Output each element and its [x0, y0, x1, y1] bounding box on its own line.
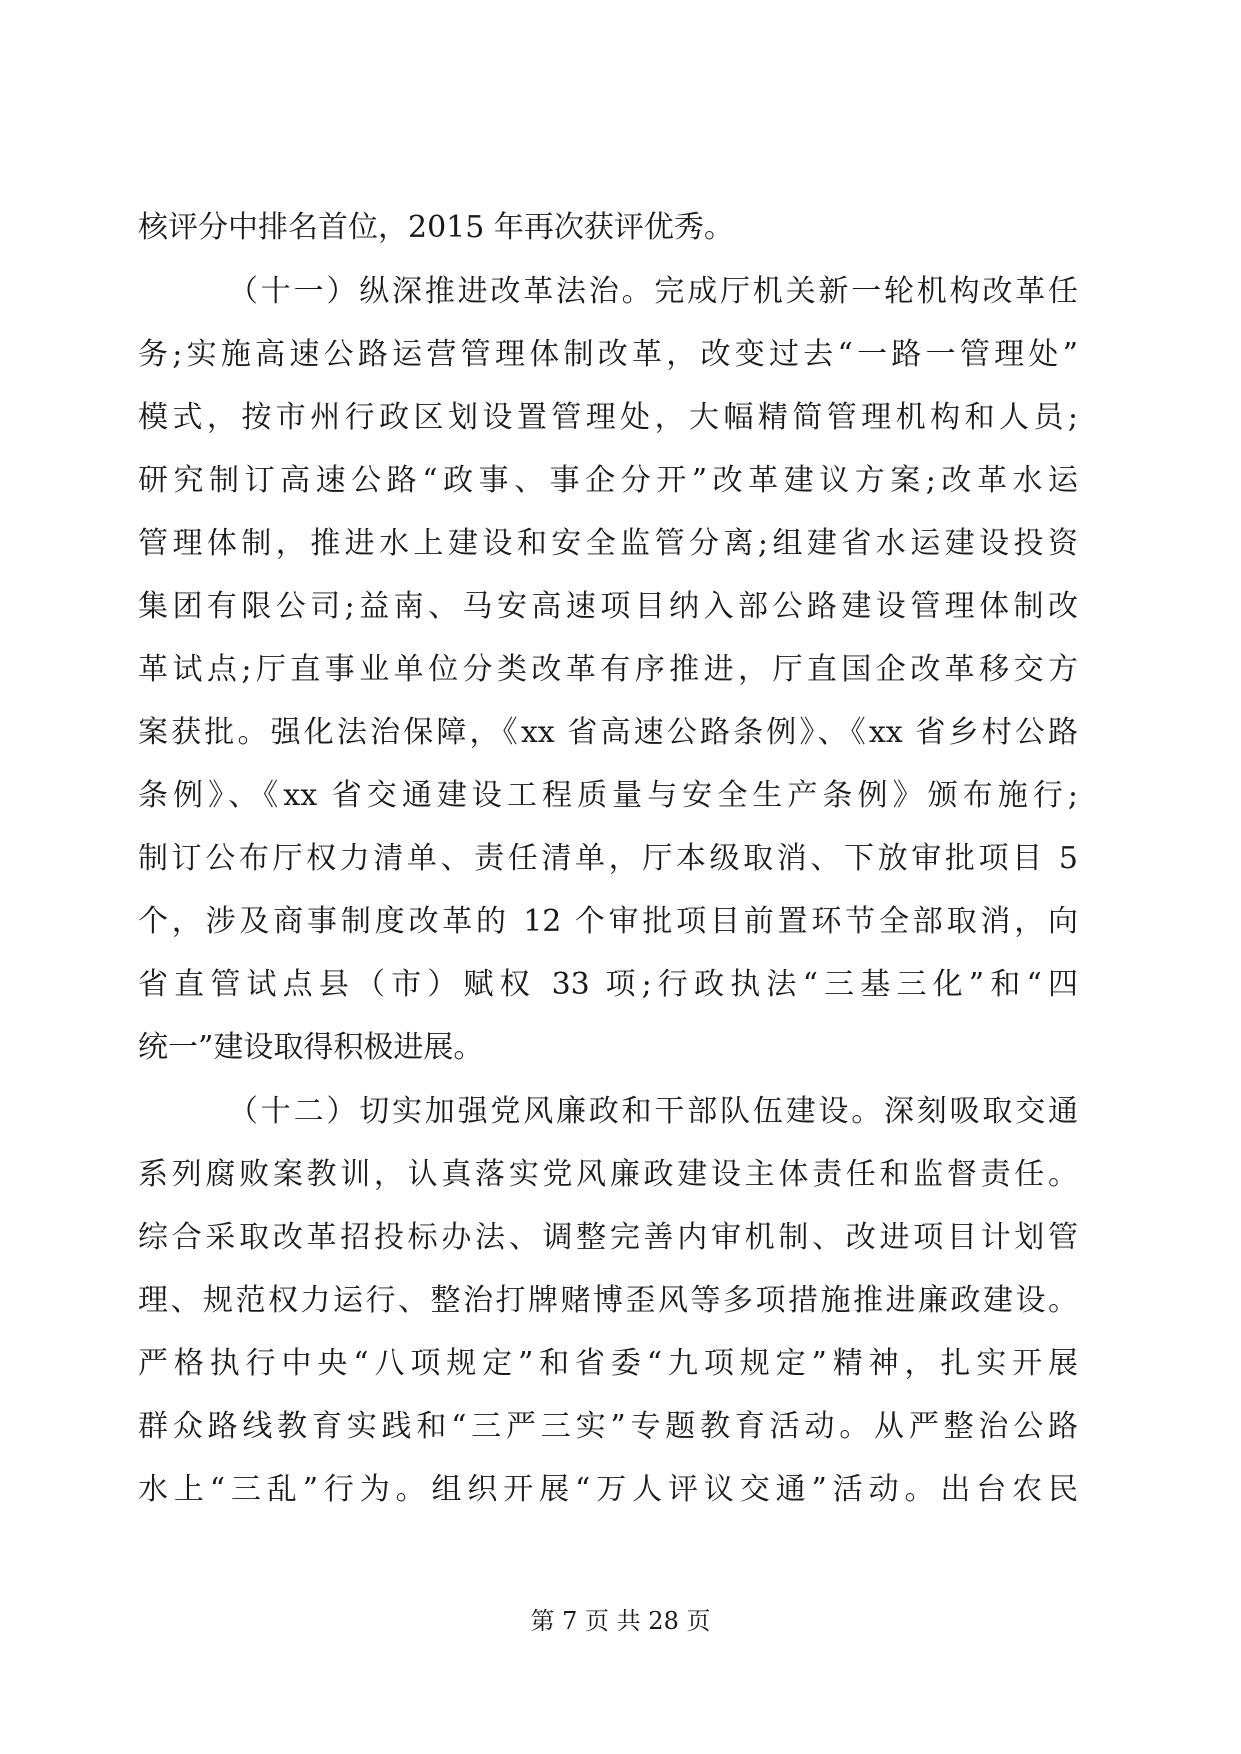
text-line: （十二）切实加强党风廉政和干部队伍建设。深刻吸取交通 — [228, 1094, 1078, 1129]
text-line: 模式，按市州行政区划设置管理处，大幅精简管理机构和人员; — [138, 400, 1078, 435]
text-line: 综合采取改革招投标办法、调整完善内审机制、改进项目计划管 — [138, 1220, 1078, 1255]
text-line: 务;实施高速公路运营管理体制改革，改变过去“一路一管理处” — [138, 337, 1078, 372]
text-line: 条例》、《xx 省交通建设工程质量与安全生产条例》颁布施行; — [138, 778, 1078, 813]
text-line: 集团有限公司;益南、马安高速项目纳入部公路建设管理体制改 — [138, 589, 1078, 624]
text-line: 革试点;厅直事业单位分类改革有序推进，厅直国企改革移交方 — [138, 652, 1078, 687]
page-number-footer: 第 7 页 共 28 页 — [530, 1607, 711, 1635]
text-line: 个，涉及商事制度改革的 12 个审批项目前置环节全部取消，向 — [138, 904, 1078, 939]
text-line: 理、规范权力运行、整治打牌赌博歪风等多项措施推进廉政建设。 — [138, 1283, 1078, 1318]
text-line: 系列腐败案教训，认真落实党风廉政建设主体责任和监督责任。 — [138, 1157, 1078, 1192]
text-line: 管理体制，推进水上建设和安全监管分离;组建省水运建设投资 — [138, 526, 1078, 561]
text-line: 群众路线教育实践和“三严三实”专题教育活动。从严整治公路 — [138, 1409, 1078, 1444]
text-line: 核评分中排名首位，2015 年再次获评优秀。 — [138, 210, 734, 245]
text-line: 省直管试点县（市）赋权 33 项;行政执法“三基三化”和“四 — [138, 967, 1078, 1002]
text-line: 严格执行中央“八项规定”和省委“九项规定”精神，扎实开展 — [138, 1346, 1078, 1381]
text-line: 水上“三乱”行为。组织开展“万人评议交通”活动。出台农民 — [138, 1472, 1078, 1507]
text-line: 制订公布厅权力清单、责任清单，厅本级取消、下放审批项目 5 — [138, 841, 1078, 876]
text-line: （十一）纵深推进改革法治。完成厅机关新一轮机构改革任 — [228, 274, 1078, 309]
text-line: 研究制订高速公路“政事、事企分开”改革建议方案;改革水运 — [138, 463, 1078, 498]
text-line: 统一”建设取得积极进展。 — [138, 1030, 484, 1065]
text-line: 案获批。强化法治保障，《xx 省高速公路条例》、《xx 省乡村公路 — [138, 715, 1078, 750]
